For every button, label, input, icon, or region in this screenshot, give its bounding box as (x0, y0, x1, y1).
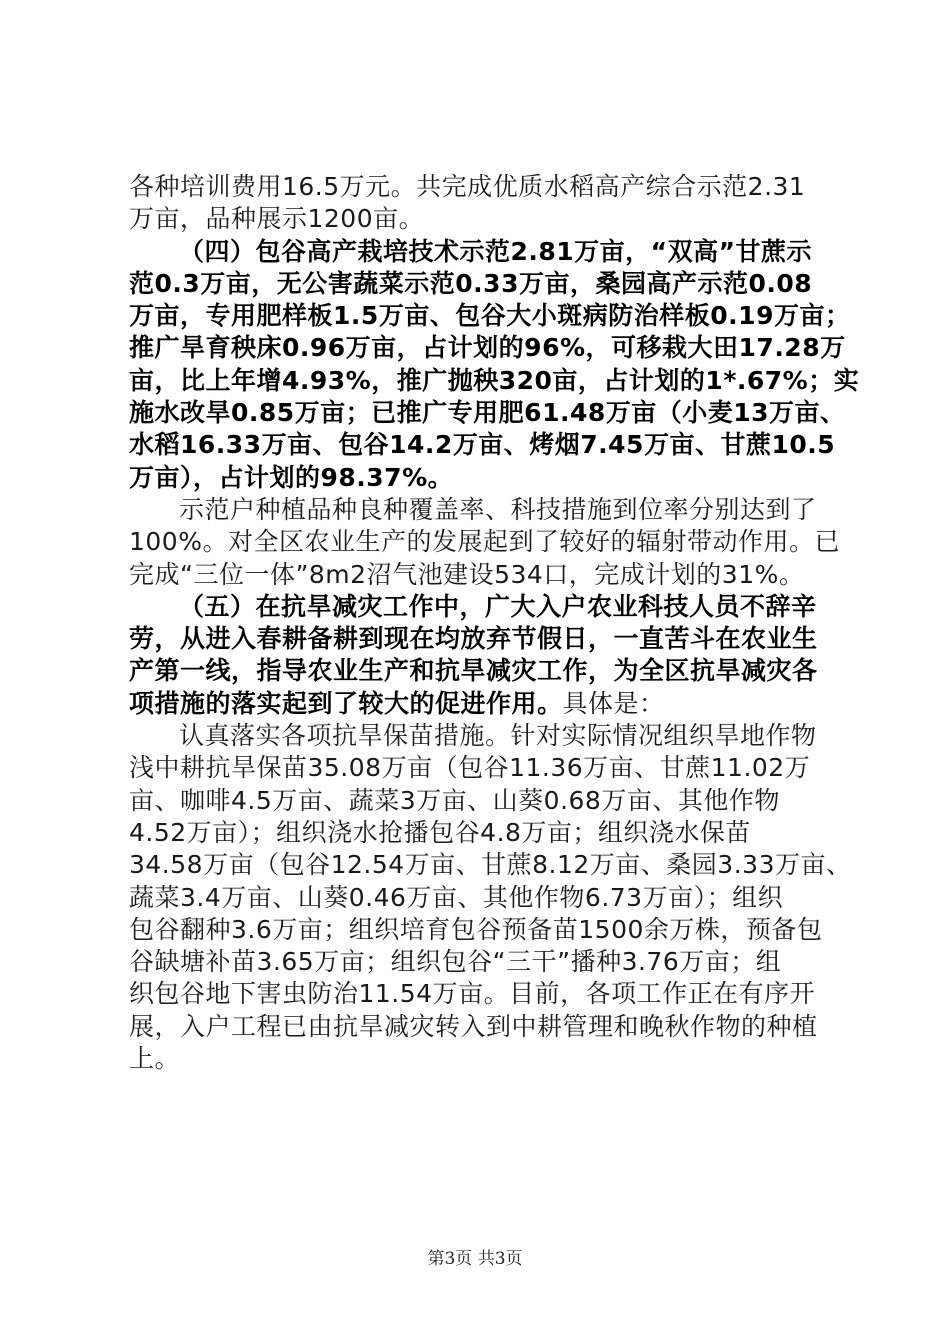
text-segment-bold: 项措施的落实起到了较大的促进作用。 (129, 688, 563, 718)
text-line: 万亩，专用肥样板1.5万亩、包谷大小斑病防治样板0.19万亩； (129, 301, 851, 331)
text-segment-normal: 具体是： (562, 688, 665, 718)
text-line: 推广旱育秧床0.96万亩，占计划的96%，可移栽大田17.28万 (129, 333, 846, 363)
text-line: （四）包谷高产栽培技术示范2.81万亩，“双高”甘蔗示 (179, 236, 813, 266)
text-line: 浅中耕抗旱保苗35.08万亩（包谷11.36万亩、甘蔗11.02万 (129, 753, 811, 783)
text-line: 劳，从进入春耕备耕到现在均放弃节假日，一直苦斗在农业生 (129, 624, 818, 654)
paragraph-training-costs (129, 171, 844, 236)
paragraph-section-five (129, 591, 844, 720)
paragraph-drought-measures (129, 720, 852, 1075)
text-line: 万亩，品种展示1200亩。 (129, 204, 425, 234)
text-line: 各种培训费用16.5万元。共完成优质水稻高产综合示范2.31 (129, 172, 806, 201)
text-line: 示范户种植品种良种覆盖率、科技措施到位率分别达到了 (179, 494, 817, 524)
text-line: 范0.3万亩，无公害蔬菜示范0.33万亩，桑园高产示范0.08 (129, 268, 813, 298)
paragraph-demonstration-households (129, 494, 844, 591)
text-line: 施水改旱0.85万亩；已推广专用肥61.48万亩（小麦13万亩、 (129, 398, 846, 428)
text-line: 4.52万亩）；组织浇水抢播包谷4.8万亩；组织浇水保苗 (129, 817, 751, 847)
text-line: （五）在抗旱减灾工作中，广大入户农业科技人员不辞辛 (179, 591, 817, 621)
text-line: 亩，比上年增4.93%，推广抛秧320亩，占计划的1*.67%；实 (129, 365, 860, 395)
text-line: 产第一线，指导农业生产和抗旱减灾工作，为全区抗旱减灾各 (129, 656, 818, 686)
paragraph-section-four (129, 236, 860, 494)
text-line: 上。 (129, 1044, 181, 1074)
text-line: 蔬菜3.4万亩、山葵0.46万亩、其他作物6.73万亩）；组织 (129, 882, 784, 912)
text-line: 亩、咖啡4.5万亩、蔬菜3万亩、山葵0.68万亩、其他作物 (129, 785, 780, 815)
text-line-mixed (129, 688, 844, 720)
document-body (129, 171, 860, 1075)
text-line: 100%。对全区农业生产的发展起到了较好的辐射带动作用。已 (129, 527, 840, 557)
text-line: 展，入户工程已由抗旱减灾转入到中耕管理和晚秋作物的种植 (129, 1011, 818, 1041)
text-line: 谷缺塘补苗3.65万亩；组织包谷“三干”播种3.76万亩；组 (129, 947, 782, 977)
text-line: 完成“三位一体”8m2沼气池建设534口，完成计划的31%。 (129, 559, 805, 589)
text-line: 万亩），占计划的98.37%。 (129, 462, 454, 492)
text-line: 认真落实各项抗旱保苗措施。针对实际情况组织旱地作物 (179, 721, 817, 751)
page-number-footer: 第3页 共3页 (427, 1249, 523, 1269)
text-line: 包谷翻种3.6万亩；组织培育包谷预备苗1500余万株，预备包 (129, 914, 823, 944)
text-line: 34.58万亩（包谷12.54万亩、甘蔗8.12万亩、桑园3.33万亩、 (129, 850, 852, 880)
text-line: 水稻16.33万亩、包谷14.2万亩、烤烟7.45万亩、甘蔗10.5 (129, 430, 836, 460)
text-line: 织包谷地下害虫防治11.54万亩。目前，各项工作正在有序开 (129, 979, 816, 1009)
